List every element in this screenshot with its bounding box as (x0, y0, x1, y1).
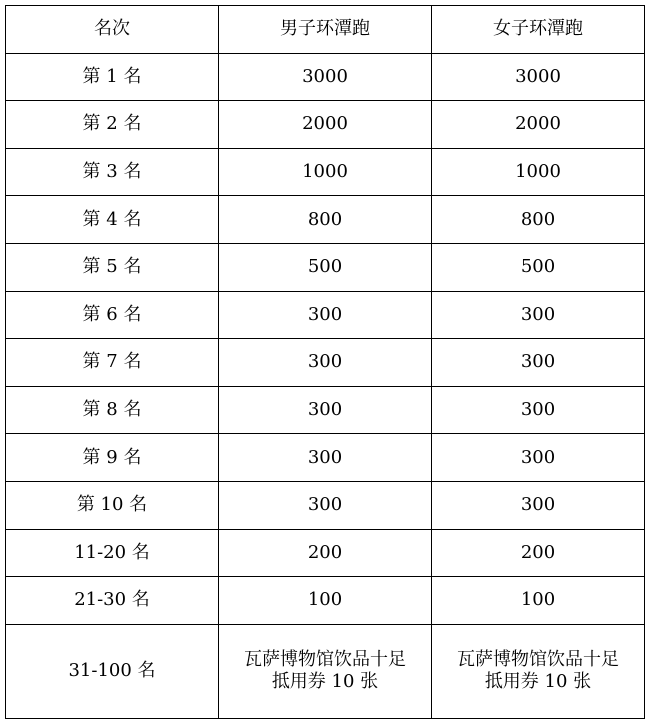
table-header-row (6, 6, 645, 54)
rank-cell: 第 6 名 (6, 291, 219, 339)
rank-cell: 第 1 名 (6, 53, 219, 101)
rank-cell: 第 3 名 (6, 148, 219, 196)
table-row (6, 53, 645, 101)
table-row (6, 434, 645, 482)
table-row (6, 101, 645, 149)
table-row (6, 481, 645, 529)
men-voucher-line-2: 抵用券 10 张 (271, 671, 379, 693)
table-row (6, 148, 645, 196)
women-prize-cell: 200 (432, 529, 645, 577)
women-prize-cell: 300 (432, 434, 645, 482)
table-row (6, 243, 645, 291)
women-prize-cell: 300 (432, 291, 645, 339)
prize-table (5, 5, 645, 719)
women-prize-cell: 100 (432, 577, 645, 625)
rank-cell: 第 10 名 (6, 481, 219, 529)
men-prize-cell: 1000 (219, 148, 432, 196)
women-voucher-cell (432, 624, 645, 718)
men-voucher-line-1: 瓦萨博物馆饮品十足 (244, 649, 406, 671)
men-prize-cell: 300 (219, 386, 432, 434)
women-voucher-line-2: 抵用券 10 张 (484, 671, 592, 693)
rank-cell: 第 2 名 (6, 101, 219, 149)
women-prize-cell: 3000 (432, 53, 645, 101)
men-prize-cell: 300 (219, 434, 432, 482)
header-women-lake-run: 女子环潭跑 (432, 6, 645, 54)
rank-cell: 第 9 名 (6, 434, 219, 482)
men-prize-cell: 300 (219, 481, 432, 529)
men-prize-cell: 500 (219, 243, 432, 291)
table-row-last (6, 624, 645, 718)
table-row (6, 291, 645, 339)
women-prize-cell: 300 (432, 481, 645, 529)
men-prize-cell: 3000 (219, 53, 432, 101)
men-voucher-cell (219, 624, 432, 718)
women-prize-cell: 1000 (432, 148, 645, 196)
men-prize-cell: 300 (219, 291, 432, 339)
header-men-lake-run: 男子环潭跑 (219, 6, 432, 54)
table-row (6, 196, 645, 244)
rank-cell: 第 5 名 (6, 243, 219, 291)
men-prize-cell: 200 (219, 529, 432, 577)
women-voucher-line-1: 瓦萨博物馆饮品十足 (457, 649, 619, 671)
rank-cell: 21-30 名 (6, 577, 219, 625)
table-row (6, 529, 645, 577)
men-prize-cell: 300 (219, 339, 432, 387)
women-prize-cell: 300 (432, 386, 645, 434)
table-row (6, 339, 645, 387)
men-prize-cell: 800 (219, 196, 432, 244)
table-row (6, 386, 645, 434)
rank-cell: 第 4 名 (6, 196, 219, 244)
men-prize-cell: 100 (219, 577, 432, 625)
rank-cell: 11-20 名 (6, 529, 219, 577)
rank-cell: 第 8 名 (6, 386, 219, 434)
men-prize-cell: 2000 (219, 101, 432, 149)
table-row (6, 577, 645, 625)
women-prize-cell: 2000 (432, 101, 645, 149)
rank-cell: 第 7 名 (6, 339, 219, 387)
header-rank: 名次 (6, 6, 219, 54)
women-prize-cell: 300 (432, 339, 645, 387)
women-prize-cell: 800 (432, 196, 645, 244)
women-prize-cell: 500 (432, 243, 645, 291)
rank-cell: 31-100 名 (6, 624, 219, 718)
